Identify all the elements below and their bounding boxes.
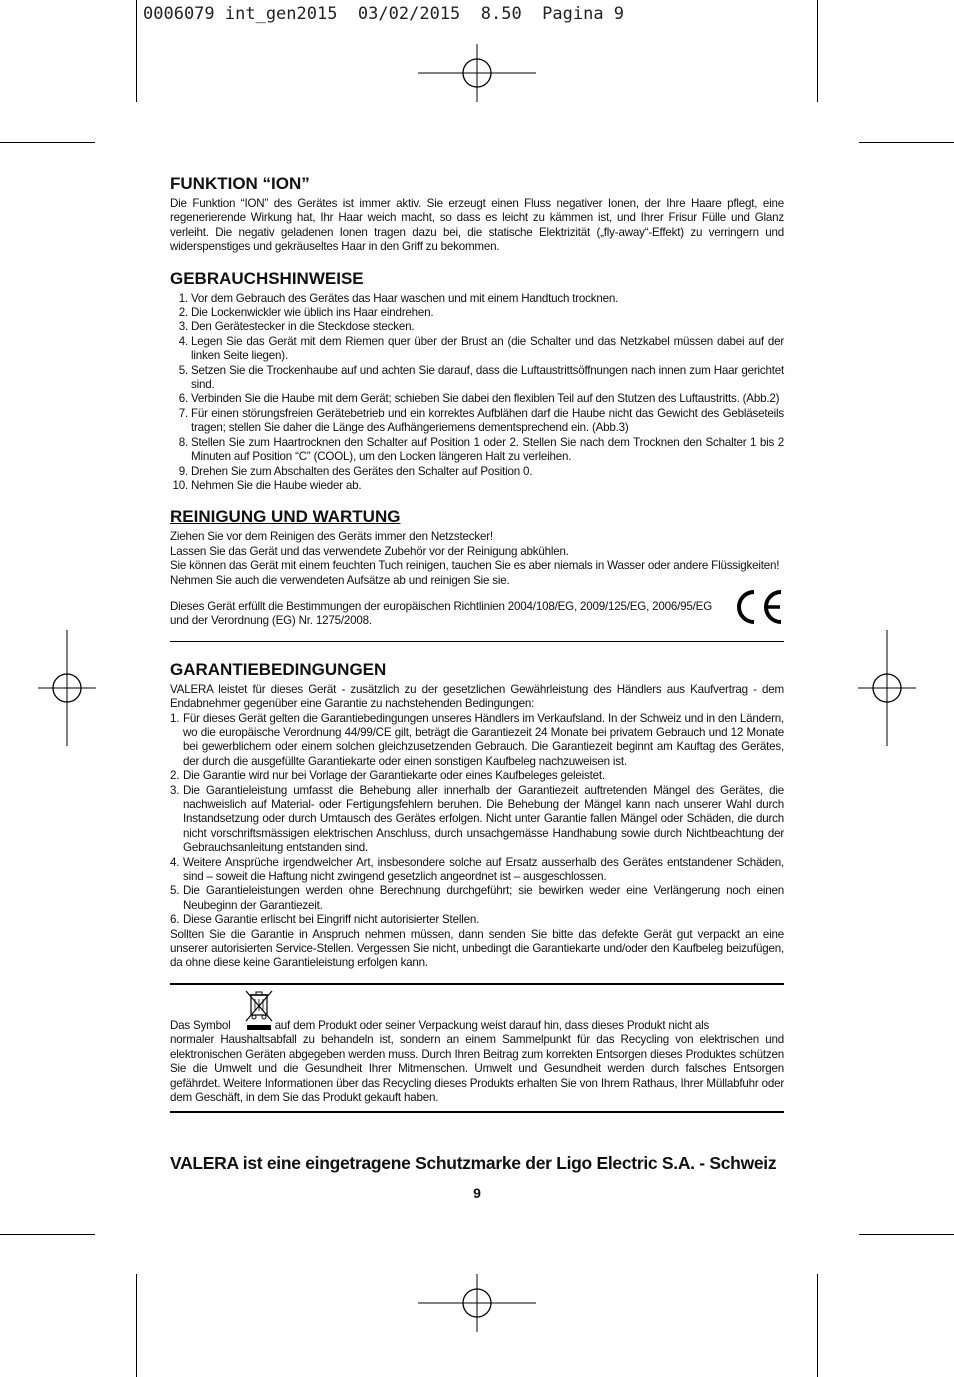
ion-text: Die Funktion “ION” des Gerätes ist immer aktiv. Sie erzeugt einen Fluss negativer Ionen, der Ihre Haare pflegt, eine regenerierende Wirkung hat, Ihr Haar weich macht, so dass es leicht zu kämmen ist, und Ihrer Frisur Fülle und Glanz verleiht. Die negativ geladenen Ionen tragen dazu bei, die statische Elektrizität („fly-away“-Effekt) zu verringern und widerspenstiges und gekräuseltes Haar in den Griff zu bekommen.	[170, 197, 784, 254]
crop-mark	[817, 0, 818, 102]
ce-mark-icon	[734, 588, 784, 626]
list-item	[170, 479, 784, 493]
section-title-warranty: GARANTIEBEDINGUNGEN	[170, 659, 387, 679]
item-text: Die Garantie wird nur bei Vorlage der Garantiekarte oder eines Kaufbeleges geleistet.	[183, 769, 605, 783]
item-text: Legen Sie das Gerät mit dem Riemen quer über der Brust an (die Schalter und das Netzkabel müssen dabei auf der linken Seite liegen).	[191, 334, 784, 363]
registration-mark-bottom	[418, 1274, 536, 1332]
list-item	[170, 465, 784, 479]
registration-mark-right	[858, 630, 916, 746]
section-title-ion: FUNKTION “ION”	[170, 174, 310, 193]
crop-mark	[136, 0, 137, 102]
item-number: 9.	[178, 464, 188, 478]
item-number: 2.	[170, 769, 180, 783]
cleaning-line: Ziehen Sie vor dem Reinigen des Geräts immer den Netzstecker!	[170, 530, 493, 544]
list-item	[170, 769, 784, 783]
list-item	[170, 712, 784, 770]
item-number: 3.	[170, 783, 180, 797]
list-item	[170, 335, 784, 364]
crop-mark	[859, 142, 954, 143]
list-item	[170, 856, 784, 885]
cleaning-line: Lassen Sie das Gerät und das verwendete Zubehör vor der Reinigung abkühlen.	[170, 544, 569, 558]
item-number: 1.	[178, 291, 188, 305]
crop-mark	[0, 1234, 95, 1235]
item-text: Die Garantieleistungen werden ohne Berechnung durchgeführt; sie bewirken weder eine Verlängerung noch einen Neubeginn der Garantiezeit.	[183, 884, 784, 912]
item-text: Drehen Sie zum Abschalten des Gerätes den Schalter auf Position 0.	[191, 464, 533, 478]
item-number: 10.	[172, 478, 188, 492]
crop-mark	[817, 1274, 818, 1377]
item-text: Den Gerätestecker in die Steckdose stecken.	[191, 320, 415, 334]
trademark-notice: VALERA ist eine eingetragene Schutzmarke der Ligo Electric S.A. - Schweiz	[170, 1153, 777, 1173]
disposal-text: normaler Haushaltsabfall zu behandeln ist, sondern an einem Sammelpunkt für das Recycling von elektrischen und elektronischen Geräten abgegeben werden muss. Durch Ihren Beitrag zum korrekten Entsorgen dieses Produktes schützen Sie die Umwelt und die Gesundheit Ihrer Mitmenschen. Umwelt und Gesundheit werden durch falsches Entsorgen gefährdet. Weitere Informationen über das Recycling dieses Produkts erhalten Sie von Ihrem Rathaus, Ihrer Müllabfuhr oder dem Geschäft, in dem Sie das Produkt gekauft haben.	[170, 1033, 784, 1104]
registration-mark-top	[418, 44, 536, 102]
page-number: 9	[473, 1185, 481, 1201]
ce-compliance	[170, 600, 784, 629]
cleaning-line: Sie können das Gerät mit einem feuchten Tuch reinigen, tauchen Sie es aber niemals in Wasser oder andere Flüssigkeiten!	[170, 559, 780, 573]
item-number: 8.	[178, 435, 188, 449]
item-text: Weitere Ansprüche irgendwelcher Art, insbesondere solche auf Ersatz ausserhalb des Gerätes entstandener Schäden, sind – soweit die Haftung nicht zwingend gesetzlich angeordnet ist – ausgeschlossen.	[183, 855, 784, 884]
item-text: Stellen Sie zum Haartrocknen den Schalter auf Position 1 oder 2. Stellen Sie nach dem Trocknen den Schalter 1 bis 2 Minuten auf Position “C” (COOL), um den Locken längeren Halt zu verleihen.	[191, 435, 784, 464]
item-text: Diese Garantie erlischt bei Eingriff nicht autorisierter Stellen.	[183, 913, 480, 927]
section-usage	[170, 269, 784, 494]
divider	[170, 1111, 784, 1113]
section-warranty	[170, 660, 784, 971]
crop-mark	[0, 142, 95, 143]
print-slug: 0006079 int_gen2015 03/02/2015 8.50 Pagina 9	[143, 4, 625, 24]
warranty-outro: Sollten Sie die Garantie in Anspruch nehmen müssen, dann senden Sie bitte das defekte Gerät gut verpackt an eine unserer autorisierten Service-Stellen. Vergessen Sie nicht, unbedingt die Garantiekarte und/oder den Kaufbeleg beizufügen, da ohne diese keine Garantieleistung erfolgen kann.	[170, 927, 784, 970]
item-number: 2.	[178, 306, 188, 320]
list-item	[170, 306, 784, 320]
divider	[170, 641, 784, 642]
crop-mark	[136, 1274, 137, 1377]
section-title-cleaning: REINIGUNG UND WARTUNG	[170, 507, 401, 527]
ce-text: Dieses Gerät erfüllt die Bestimmungen der europäischen Richtlinien 2004/108/EG, 2009/125/EG, 2006/95/EG und der Verordnung (EG) Nr. 1275/2008.	[170, 599, 713, 628]
item-number: 5.	[178, 363, 188, 377]
item-number: 6.	[178, 392, 188, 406]
usage-steps	[170, 292, 784, 494]
item-number: 5.	[170, 884, 180, 898]
cleaning-line: Nehmen Sie auch die verwendeten Aufsätze ab und reinigen Sie sie.	[170, 573, 510, 587]
item-number: 6.	[170, 913, 180, 927]
disposal-text-first: auf dem Produkt oder seiner Verpackung weist darauf hin, dass dieses Produkt nicht als	[274, 1018, 710, 1032]
crop-mark	[859, 1234, 954, 1235]
list-item	[170, 913, 784, 927]
list-item	[170, 392, 784, 406]
section-title-usage: GEBRAUCHSHINWEISE	[170, 268, 364, 288]
list-item	[170, 784, 784, 856]
disposal-lead: Das Symbol	[170, 1018, 231, 1032]
registration-mark-left	[38, 630, 96, 746]
list-item	[170, 884, 784, 913]
list-item	[170, 436, 784, 465]
item-text: Nehmen Sie die Haube wieder ab.	[191, 478, 362, 492]
list-item	[170, 364, 784, 393]
item-number: 4.	[178, 334, 188, 348]
list-item	[170, 320, 784, 334]
item-text: Verbinden Sie die Haube mit dem Gerät; schieben Sie dabei den flexiblen Teil auf den Stutzen des Luftaustritts. (Abb.2)	[191, 392, 780, 406]
warranty-items	[170, 712, 784, 928]
manual-content	[170, 174, 784, 1113]
item-text: Setzen Sie die Trockenhaube auf und achten Sie darauf, dass die Luftaustrittsöffnungen nach innen zum Haar gerichtet sind.	[191, 363, 784, 392]
section-cleaning	[170, 507, 784, 628]
item-text: Für dieses Gerät gelten die Garantiebedingungen unseres Händlers im Verkaufsland. In der Schweiz und in den Ländern, wo die europäische Verordnung 44/99/CE gilt, beträgt die Garantiezeit 24 Monate bei privatem Gebrauch und 12 Monate bei gewerblichem oder einem solchen gleichzusetzenden Gebrauch. Die Garantiezeit beginnt am Kauftag des Gerätes, der durch die ausgefüllte Garantiekarte oder einen sonstigen Kaufbeleg nachzuweisen ist.	[183, 711, 784, 768]
disposal-icon-line	[170, 989, 784, 1019]
item-number: 1.	[170, 711, 180, 725]
item-text: Die Lockenwickler wie üblich ins Haar eindrehen.	[191, 306, 434, 320]
section-ion	[170, 174, 784, 255]
item-text: Für einen störungsfreien Gerätebetrieb und ein korrektes Aufblähen darf die Haube nicht das Gewicht des Gebläseteils tragen; stellen Sie daher die Länge des Aufhängeriemens dementsprechend ein. (Abb.3)	[191, 406, 784, 435]
item-number: 7.	[178, 406, 188, 420]
list-item	[170, 407, 784, 436]
warranty-intro: VALERA leistet für dieses Gerät - zusätzlich zu der gesetzlichen Gewährleistung des Händlers aus Kaufvertrag - dem Endabnehmer gegenüber eine Garantie zu nachstehenden Bedingungen:	[170, 682, 784, 711]
disposal-notice	[170, 985, 784, 1105]
item-text: Die Garantieleistung umfasst die Behebung aller innerhalb der Garantiezeit auftretenden Mängel des Gerätes, die nachweislich auf Material- oder Fertigungsfehlern beruhen. Die Behebung der Mängel kann nach unserer Wahl durch Instandsetzung oder durch Umtausch des Gerätes erfolgen. Nicht unter Garantie fallen Mängel oder Schäden, die durch nicht vorschriftsmässigen elektrischen Anschluss, durch unsachgemässe Handhabung sowie durch Nichtbeachtung der Gebrauchsanleitung entstanden sind.	[183, 783, 784, 855]
item-text: Vor dem Gebrauch des Gerätes das Haar waschen und mit einem Handtuch trocknen.	[191, 291, 619, 305]
item-number: 3.	[178, 320, 188, 334]
item-number: 4.	[170, 855, 180, 869]
list-item	[170, 292, 784, 306]
crossed-out-wheelie-bin-icon	[244, 989, 274, 1033]
